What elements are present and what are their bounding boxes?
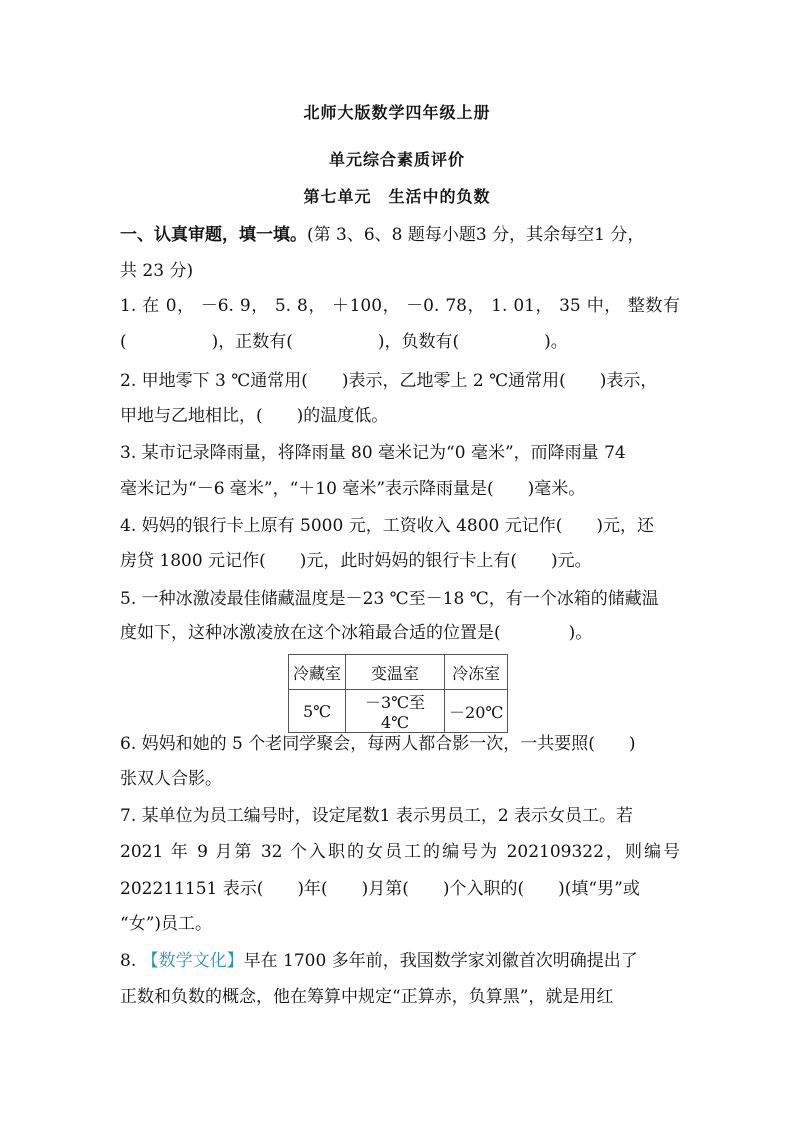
value-cold-storage: 5℃ — [289, 690, 346, 733]
section-score-note: (第 3、6、8 题每小题3 分，其余每空1 分， — [307, 225, 645, 245]
question-1-line-2: ( )，正数有( )，负数有( )。 — [120, 332, 568, 352]
section-heading-label: 一、认真审题，填一填。 — [120, 225, 307, 245]
question-8-text: 早在 1700 多年前，我国数学家刘徽首次明确提出了 — [243, 951, 638, 971]
question-7-line-1: 7. 某单位为员工编号时，设定尾数1 表示男员工，2 表示女员工。若 — [120, 806, 634, 826]
fridge-temperature-table — [288, 654, 508, 733]
question-5-line-1: 5. 一种冰激凌最佳储藏温度是－23 ℃至－18 ℃，有一个冰箱的储藏温 — [120, 589, 659, 609]
header-variable-room: 变温室 — [346, 655, 445, 690]
question-8-line-1 — [120, 949, 680, 973]
question-4-line-2: 房贷 1800 元记作( )元，此时妈妈的银行卡上有( )元。 — [120, 551, 592, 571]
question-4-line-1: 4. 妈妈的银行卡上原有 5000 元，工资收入 4800 元记作( )元，还 — [120, 516, 655, 536]
question-2-line-2: 甲地与乙地相比，( )的温度低。 — [120, 406, 389, 426]
value-variable-room: －3℃至 4℃ — [346, 690, 445, 733]
question-8-line-2: 正数和负数的概念，他在筹算中规定“正算赤，负算黑”，就是用红 — [120, 987, 614, 1007]
header-cold-storage: 冷藏室 — [289, 655, 346, 690]
unit-title: 第七单元 生活中的负数 — [303, 187, 491, 206]
question-1-line-1: 1. 在 0， －6. 9， 5. 8， ＋100， －0. 78， 1. 01， 35 中， 整数有 — [120, 296, 680, 316]
math-culture-tag: 【数学文化】 — [141, 951, 244, 971]
question-7-line-4: “女”)员工。 — [120, 914, 213, 934]
question-6-line-1: 6. 妈妈和她的 5 个老同学聚会，每两人都合影一次，一共要照( ) — [120, 734, 636, 754]
section-score-note-cont: 共 23 分) — [120, 261, 194, 281]
evaluation-title: 单元综合素质评价 — [328, 150, 465, 169]
table-row — [289, 655, 508, 690]
question-8-number: 8. — [120, 951, 142, 971]
table-row — [289, 690, 508, 733]
value-freezer: －20℃ — [445, 690, 508, 733]
question-7-line-3: 202211151 表示( )年( )月第( )个入职的( )(填“男”或 — [120, 879, 640, 899]
question-7-line-2: 2021 年 9 月第 32 个入职的女员工的编号为 202109322，则编号 — [120, 842, 680, 862]
question-2-line-1: 2. 甲地零下 3 ℃通常用( )表示，乙地零上 2 ℃通常用( )表示， — [120, 371, 658, 391]
header-freezer: 冷冻室 — [445, 655, 508, 690]
section-heading — [120, 223, 680, 247]
question-3-line-2: 毫米记为“－6 毫米”，“＋10 毫米”表示降雨量是( )毫米。 — [120, 479, 586, 499]
book-title: 北师大版数学四年级上册 — [303, 103, 491, 122]
question-3-line-1: 3. 某市记录降雨量，将降雨量 80 毫米记为“0 毫米”，而降雨量 74 — [120, 443, 626, 463]
question-5-line-2: 度如下，这种冰激凌放在这个冰箱最合适的位置是( )。 — [120, 623, 593, 643]
question-6-line-2: 张双人合影。 — [120, 769, 222, 789]
